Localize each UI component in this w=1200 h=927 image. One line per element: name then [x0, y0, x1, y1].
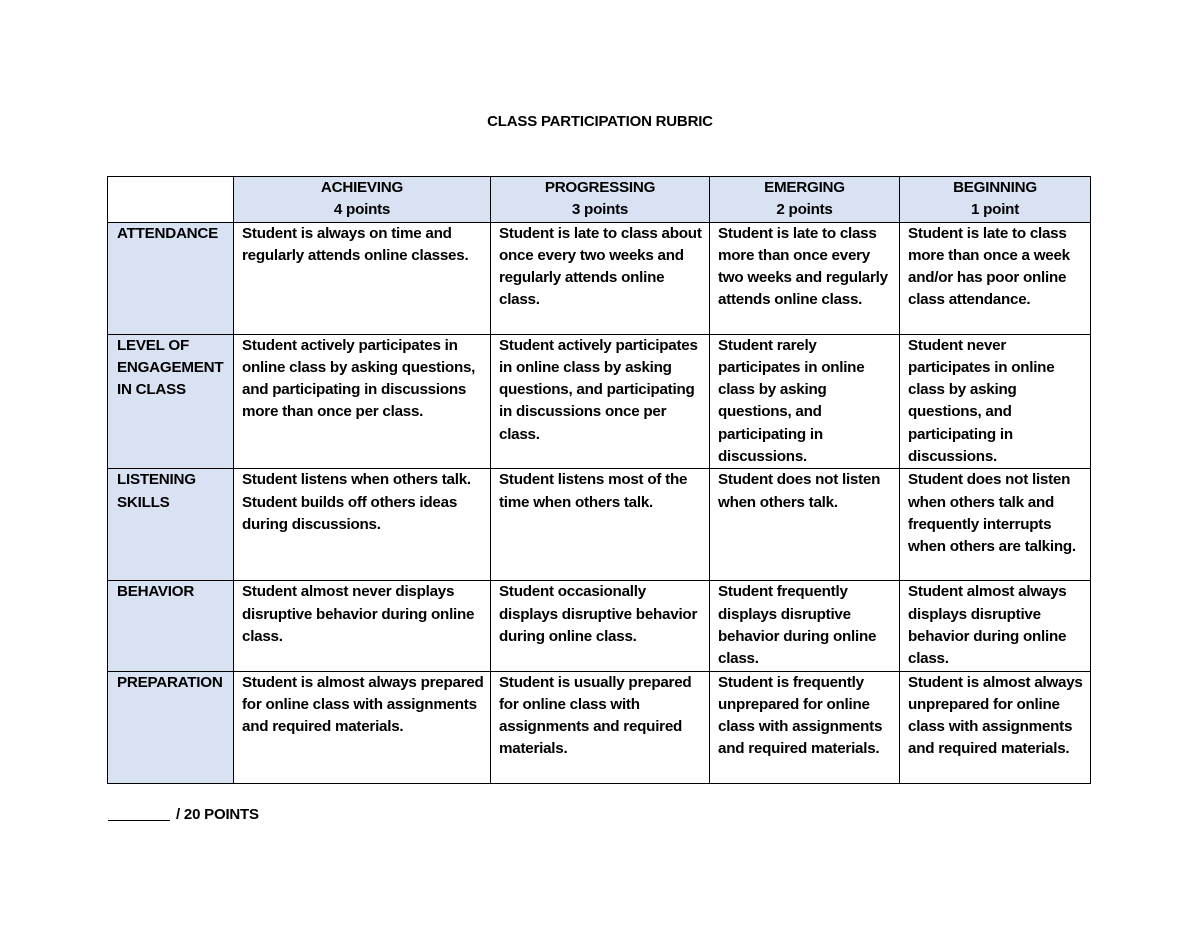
rubric-cell: Student is late to class more than once every two weeks and regularly attends online class. — [710, 222, 900, 334]
table-row-attendance — [108, 222, 1091, 334]
table-row-engagement — [108, 334, 1091, 469]
column-header-achieving — [234, 177, 491, 223]
rubric-cell: Student is usually prepared for online class with assignments and required materials. — [491, 671, 710, 783]
criterion-label: ATTENDANCE — [108, 222, 234, 334]
column-points-label: 1 point — [970, 201, 1020, 219]
header-corner-cell — [108, 177, 234, 223]
table-row-behavior — [108, 581, 1091, 671]
rubric-cell: Student frequently displays disruptive behavior during online class. — [710, 581, 900, 671]
rubric-cell: Student is always on time and regularly attends online classes. — [234, 222, 491, 334]
rubric-cell: Student rarely participates in online class by asking questions, and participating in discussions. — [710, 334, 900, 469]
column-level-label: EMERGING — [764, 179, 845, 196]
criterion-label: PREPARATION — [108, 671, 234, 783]
rubric-cell: Student actively participates in online class by asking questions, and participating in discussions more than once per class. — [234, 334, 491, 469]
table-row-preparation — [108, 671, 1091, 783]
column-header-beginning — [900, 177, 1091, 223]
column-points-label: 4 points — [333, 201, 391, 219]
column-points-label: 3 points — [571, 201, 629, 219]
rubric-cell: Student actively participates in online class by asking questions, and participating in discussions once per class. — [491, 334, 710, 469]
total-points-label: / 20 POINTS — [176, 806, 259, 823]
page-title: CLASS PARTICIPATION RUBRIC — [487, 113, 713, 130]
criterion-label: BEHAVIOR — [108, 581, 234, 671]
criterion-label: LEVEL OF ENGAGEMENT IN CLASS — [108, 334, 234, 469]
rubric-cell: Student is late to class more than once a week and/or has poor online class attendance. — [900, 222, 1091, 334]
column-level-label: ACHIEVING — [320, 179, 404, 196]
rubric-cell: Student almost always displays disruptive behavior during online class. — [900, 581, 1091, 671]
rubric-cell: Student is almost always prepared for online class with assignments and required materials. — [234, 671, 491, 783]
rubric-cell: Student is late to class about once every two weeks and regularly attends online class. — [491, 222, 710, 334]
column-level-label: BEGINNING — [953, 179, 1037, 196]
rubric-cell: Student is almost always unprepared for online class with assignments and required materials. — [900, 671, 1091, 783]
score-blank — [108, 805, 170, 821]
column-header-progressing — [491, 177, 710, 223]
criterion-label: LISTENING SKILLS — [108, 469, 234, 581]
rubric-cell: Student never participates in online class by asking questions, and participating in discussions. — [900, 334, 1091, 469]
rubric-table — [107, 176, 1091, 784]
rubric-cell: Student occasionally displays disruptive behavior during online class. — [491, 581, 710, 671]
rubric-cell: Student is frequently unprepared for online class with assignments and required materials. — [710, 671, 900, 783]
rubric-cell: Student does not listen when others talk and frequently interrupts when others are talking. — [900, 469, 1091, 581]
column-points-label: 2 points — [776, 201, 833, 219]
rubric-cell: Student listens most of the time when others talk. — [491, 469, 710, 581]
total-score-line — [108, 805, 259, 823]
rubric-cell: Student does not listen when others talk. — [710, 469, 900, 581]
table-row-listening — [108, 469, 1091, 581]
column-header-emerging — [710, 177, 900, 223]
rubric-cell: Student listens when others talk. Student builds off others ideas during discussions. — [234, 469, 491, 581]
rubric-cell: Student almost never displays disruptive behavior during online class. — [234, 581, 491, 671]
column-level-label: PROGRESSING — [544, 179, 656, 196]
header-row — [108, 177, 1091, 223]
